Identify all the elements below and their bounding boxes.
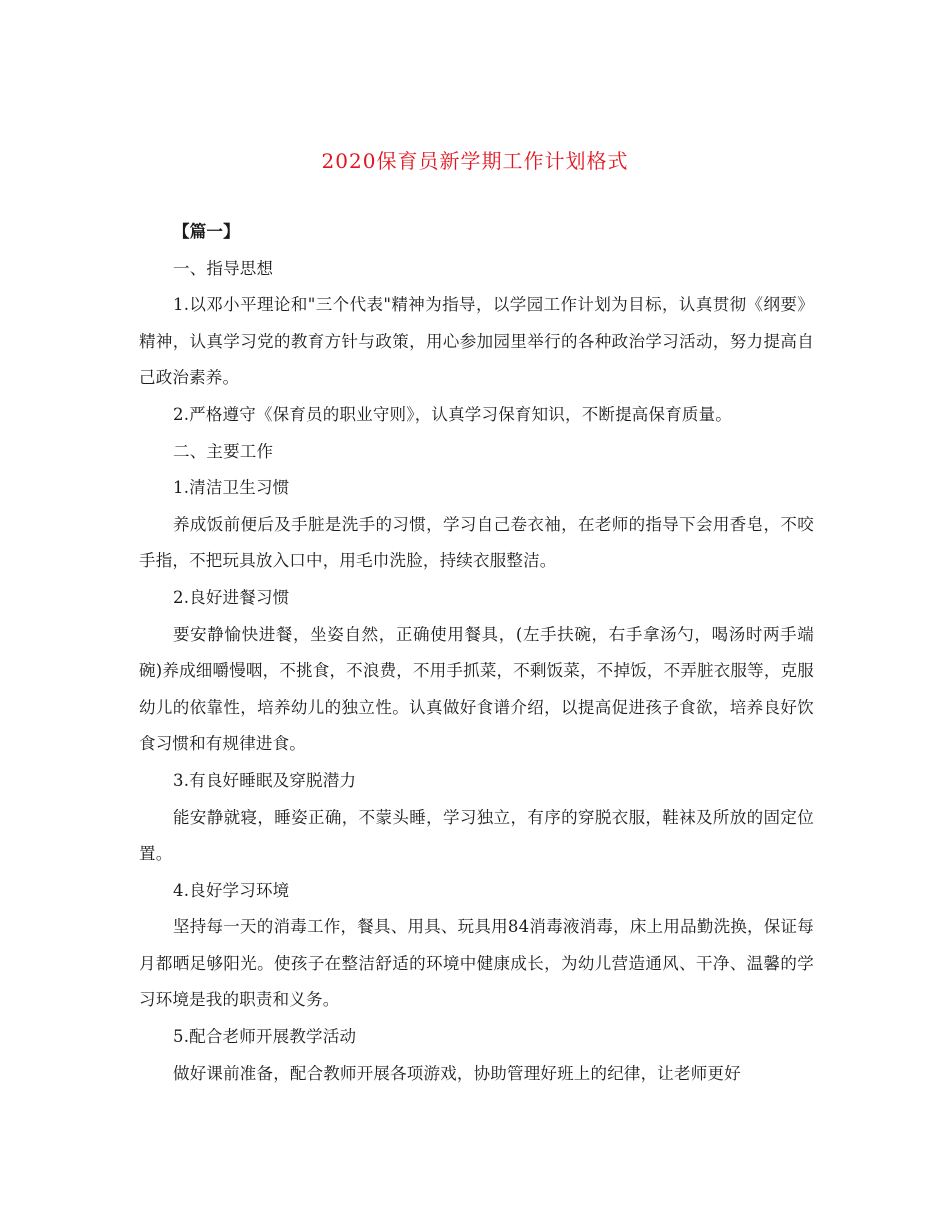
paragraph: 坚持每一天的消毒工作，餐具、用具、玩具用84消毒液消毒，床上用品勤洗换，保证每月都晒足够阳光。使孩子在整洁舒适的环境中健康成长，为幼儿营造通风、干净、温馨的学习环境是我的职责和义务。 [139, 917, 814, 1010]
heading-guiding-ideology: 一、指导思想 [173, 258, 274, 278]
paragraph: 2.严格遵守《保育员的职业守则》，认真学习保育知识，不断提高保育质量。 [173, 404, 732, 424]
section-label: 【篇一】 [173, 222, 240, 241]
paragraph: 养成饭前便后及手脏是洗手的习惯，学习自己卷衣袖，在老师的指导下会用香皂，不咬手指，不把玩具放入口中，用毛巾洗脸，持续衣服整洁。 [139, 514, 814, 571]
subheading: 5.配合老师开展教学活动 [173, 1027, 357, 1047]
subheading: 4.良好学习环境 [173, 880, 290, 900]
paragraph: 做好课前准备，配合教师开展各项游戏，协助管理好班上的纪律，让老师更好 [173, 1063, 741, 1083]
document-body [139, 214, 814, 1092]
subheading: 3.有良好睡眠及穿脱潜力 [173, 770, 357, 790]
paragraph: 能安静就寝，睡姿正确，不蒙头睡，学习独立，有序的穿脱衣服，鞋袜及所放的固定位置。 [139, 807, 814, 864]
paragraph: 1.以邓小平理论和"三个代表"精神为指导，以学园工作计划为目标，认真贯彻《纲要》精神，认真学习党的教育方针与政策，用心参加园里举行的各种政治学习活动，努力提高自己政治素养。 [139, 295, 814, 388]
paragraph: 要安静愉快进餐，坐姿自然，正确使用餐具，(左手扶碗，右手拿汤勺，喝汤时两手端碗)养成细嚼慢咽，不挑食，不浪费，不用手抓菜，不剩饭菜，不掉饭，不弄脏衣服等，克服幼儿的依靠性，培养幼儿的独立性。认真做好食谱介绍，以提高促进孩子食欲，培养良好饮食习惯和有规律进食。 [139, 624, 814, 754]
document-title: 2020保育员新学期工作计划格式 [321, 149, 629, 174]
heading-main-work: 二、主要工作 [173, 441, 274, 461]
subheading: 1.清洁卫生习惯 [173, 478, 290, 498]
subheading: 2.良好进餐习惯 [173, 587, 290, 607]
